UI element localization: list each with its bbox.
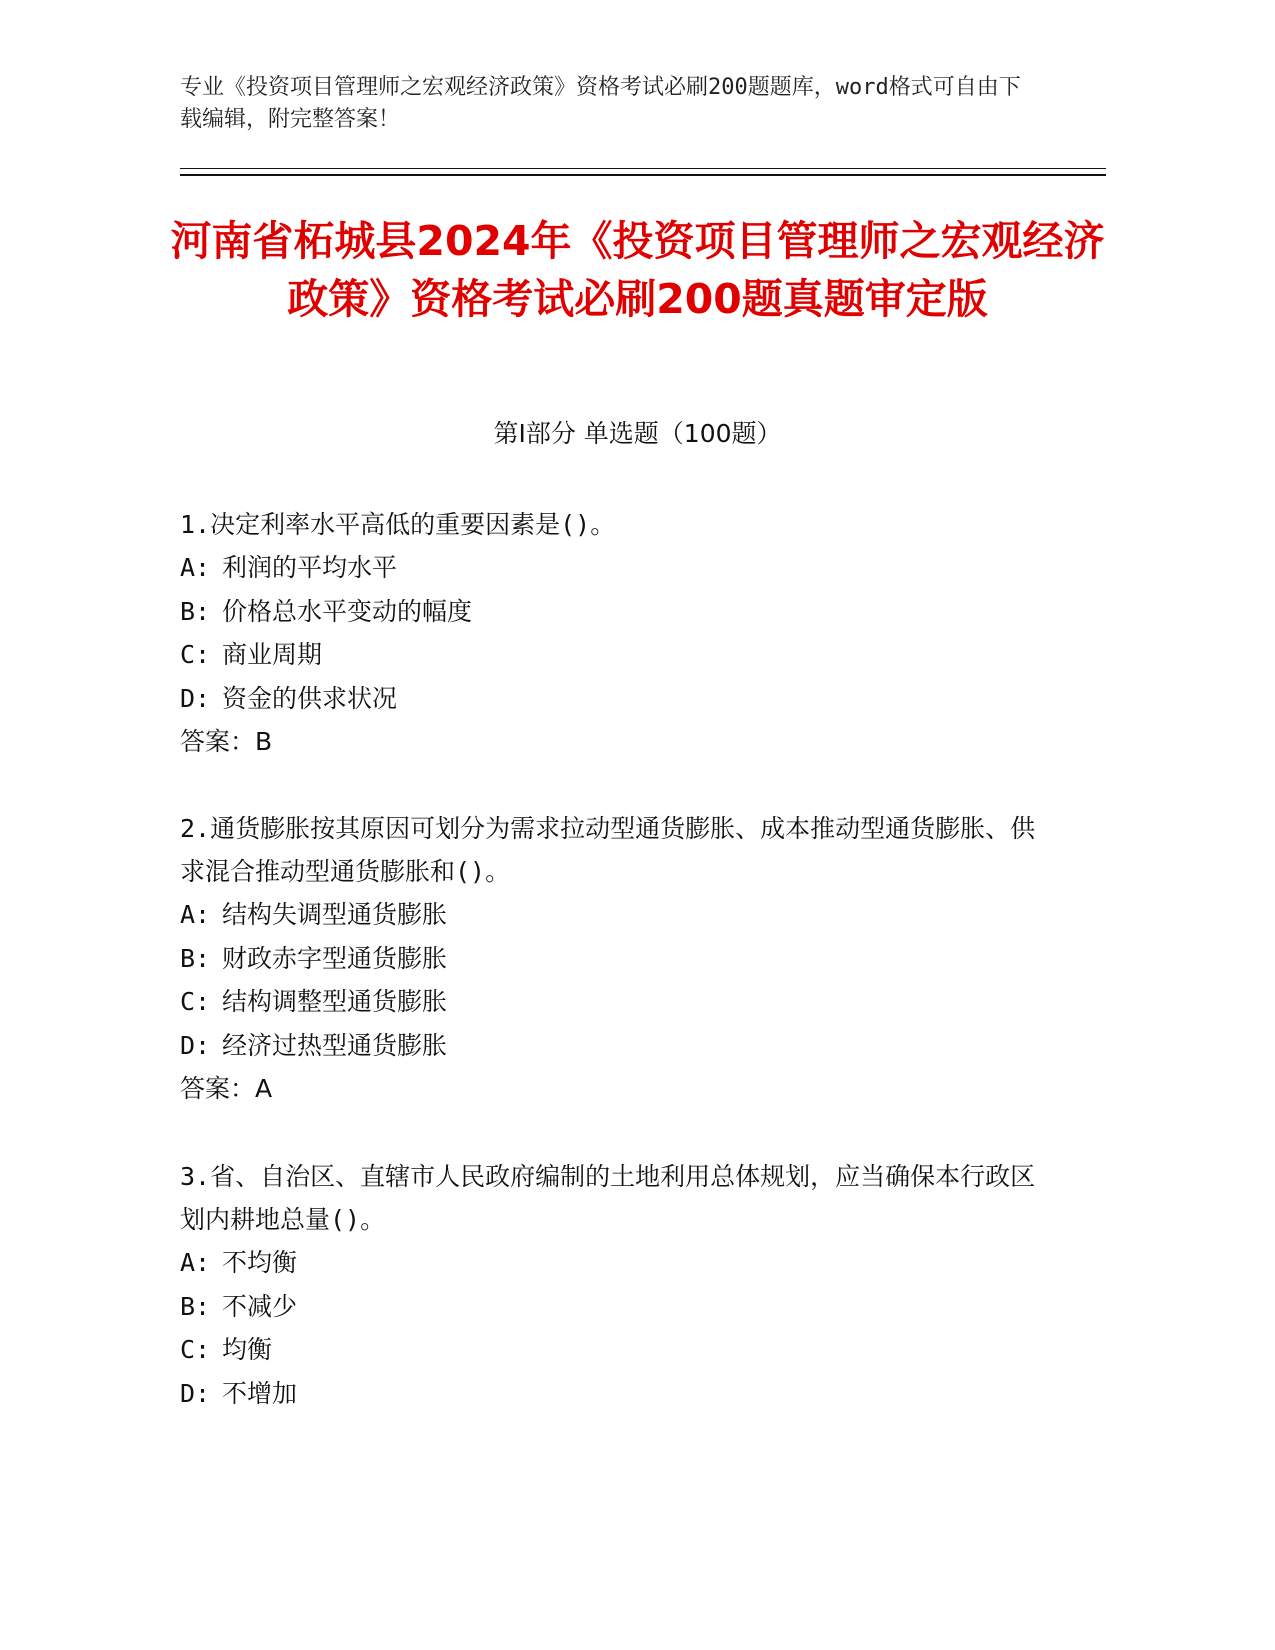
header-note: 专业《投资项目管理师之宏观经济政策》资格考试必刷200题题库，word格式可自由下载编辑，附完整答案！ (180, 75, 1021, 132)
option-c (180, 1328, 1040, 1372)
option-letter: A: (180, 553, 211, 582)
option-a (180, 893, 1040, 937)
option-c (180, 980, 1040, 1024)
option-d (180, 1024, 1040, 1068)
option-b (180, 937, 1040, 981)
option-letter: B: (180, 1291, 211, 1321)
option-letter: D: (180, 1030, 211, 1060)
answer-line (180, 720, 1040, 764)
option-text: 结构失调型通货膨胀 (222, 900, 448, 929)
option-letter: B: (180, 943, 211, 973)
option-text: 利润的平均水平 (222, 553, 398, 582)
option-letter: D: (180, 683, 211, 713)
option-d (180, 677, 1040, 721)
option-text: 商业周期 (222, 640, 323, 669)
answer-label: 答案： (180, 1074, 256, 1103)
option-letter: C: (180, 1335, 211, 1364)
option-text: 不均衡 (222, 1248, 298, 1277)
option-c (180, 633, 1040, 677)
option-b (180, 1285, 1040, 1329)
option-b (180, 590, 1040, 634)
answer-value: A (255, 1074, 273, 1103)
header-divider-thick (180, 174, 1106, 176)
header-divider-thin (180, 168, 1106, 169)
answer-line (180, 1067, 1040, 1111)
option-letter: C: (180, 987, 211, 1016)
option-letter: A: (180, 1248, 211, 1277)
question-1 (180, 503, 1040, 764)
question-3 (180, 1155, 1040, 1415)
option-text: 结构调整型通货膨胀 (222, 987, 448, 1016)
option-letter: D: (180, 1378, 211, 1408)
option-text: 价格总水平变动的幅度 (222, 596, 473, 626)
option-text: 经济过热型通货膨胀 (222, 1030, 448, 1060)
option-text: 均衡 (222, 1335, 273, 1364)
question-2 (180, 807, 1040, 1111)
option-a (180, 1241, 1040, 1285)
question-stem: 3.省、自治区、直辖市人民政府编制的土地利用总体规划，应当确保本行政区划内耕地总量()。 (180, 1162, 1036, 1234)
option-letter: C: (180, 640, 211, 669)
document-title: 河南省柘城县2024年《投资项目管理师之宏观经济政策》资格考试必刷200题真题审定版 (170, 217, 1105, 323)
answer-label: 答案： (180, 727, 256, 756)
question-stem: 1.决定利率水平高低的重要因素是()。 (180, 510, 616, 539)
option-d (180, 1372, 1040, 1416)
section-title: 第Ⅰ部分 单选题（100题） (493, 419, 782, 448)
option-letter: B: (180, 596, 211, 626)
option-text: 不增加 (222, 1378, 298, 1408)
option-text: 资金的供求状况 (222, 683, 398, 713)
option-text: 不减少 (222, 1291, 298, 1321)
question-stem: 2.通货膨胀按其原因可划分为需求拉动型通货膨胀、成本推动型通货膨胀、供求混合推动型通货膨胀和()。 (180, 814, 1036, 886)
option-a (180, 546, 1040, 590)
answer-value: B (255, 727, 273, 756)
option-text: 财政赤字型通货膨胀 (222, 943, 448, 973)
option-letter: A: (180, 900, 211, 929)
